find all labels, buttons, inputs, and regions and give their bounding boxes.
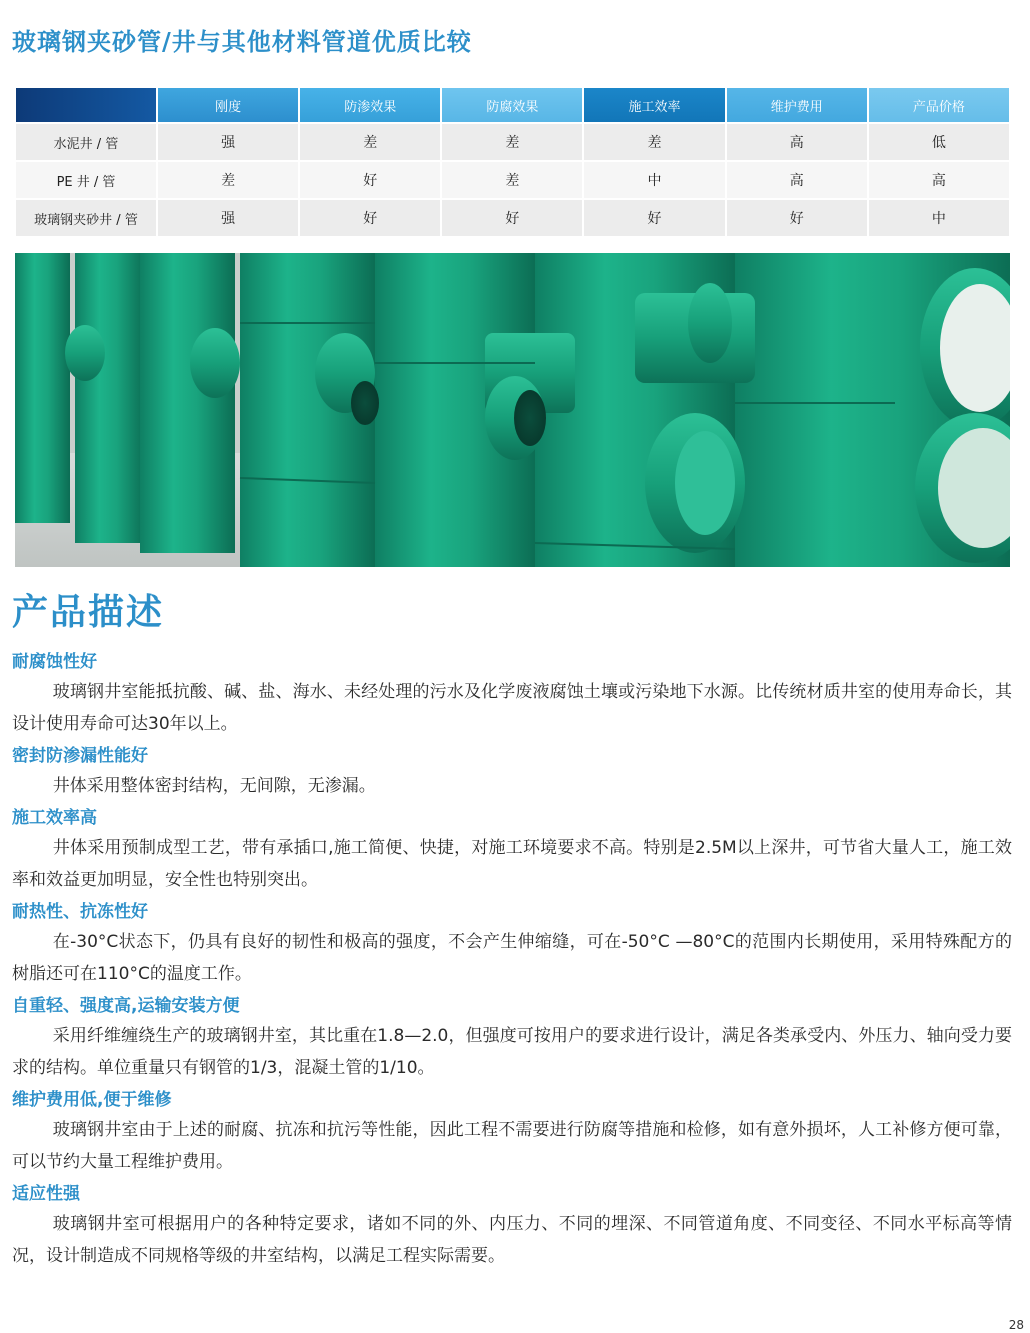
pipe-group [15,253,1010,567]
fiberglass-pipes-illustration [15,253,1010,567]
table-header-corner [16,88,156,122]
row-label: 玻璃钢夹砂井 / 管 [16,198,156,236]
table-cell: 差 [158,160,298,198]
description-item [12,1180,1012,1272]
item-heading: 耐热性、抗冻性好 [12,902,148,922]
table-cell: 高 [727,160,867,198]
table-cell: 好 [584,198,724,236]
description-item [12,804,1012,896]
table-header-corrosion: 防腐效果 [442,88,582,122]
item-heading: 适应性强 [12,1184,80,1204]
table-header-maintenance: 维护费用 [727,88,867,122]
description-item [12,898,1012,990]
table-row [16,198,1009,236]
table-cell: 差 [300,122,440,160]
description-list [12,648,1012,1274]
comparison-table [14,88,1011,236]
table-cell: 中 [584,160,724,198]
item-heading: 耐腐蚀性好 [12,652,97,672]
table-cell: 高 [727,122,867,160]
table-cell: 强 [158,198,298,236]
table-cell: 低 [869,122,1009,160]
item-text: 玻璃钢井室由于上述的耐腐、抗冻和抗污等性能，因此工程不需要进行防腐等措施和检修，如有意外损坏，人工补修方便可靠，可以节约大量工程维护费用。 [12,1120,1012,1172]
item-text: 井体采用整体密封结构，无间隙，无渗漏。 [52,776,376,796]
description-item [12,1086,1012,1178]
table-row [16,160,1009,198]
table-cell: 好 [300,198,440,236]
row-label: PE 井 / 管 [16,160,156,198]
table-cell: 好 [442,198,582,236]
row-label: 水泥井 / 管 [16,122,156,160]
table-header-row [16,88,1009,122]
page-number: 28 [1008,1318,1024,1332]
table-cell: 差 [584,122,724,160]
table-cell: 强 [158,122,298,160]
table-cell: 中 [869,198,1009,236]
table-cell: 好 [727,198,867,236]
item-heading: 密封防渗漏性能好 [12,746,148,766]
table-header-efficiency: 施工效率 [584,88,724,122]
table-header-stiffness: 刚度 [158,88,298,122]
description-item [12,648,1012,740]
table-cell: 好 [300,160,440,198]
item-text: 井体采用预制成型工艺，带有承插口,施工简便、快捷，对施工环境要求不高。特别是2.5M以上深井，可节省大量人工，施工效率和效益更加明显，安全性也特别突出。 [12,838,1012,890]
table-header-seepage: 防渗效果 [300,88,440,122]
item-text: 玻璃钢井室可根据用户的各种特定要求，诸如不同的外、内压力、不同的埋深、不同管道角度、不同变径、不同水平标高等情况，设计制造成不同规格等级的井室结构，以满足工程实际需要。 [12,1214,1012,1266]
table-row [16,122,1009,160]
item-heading: 维护费用低,便于维修 [12,1090,172,1110]
description-item [12,742,1012,802]
table-cell: 差 [442,160,582,198]
item-heading: 施工效率高 [12,808,97,828]
item-heading: 自重轻、强度高,运输安装方便 [12,996,240,1016]
table-header-price: 产品价格 [869,88,1009,122]
section-title: 产品描述 [12,592,165,633]
product-photo [15,253,1010,567]
table-cell: 差 [442,122,582,160]
table-cell: 高 [869,160,1009,198]
item-text: 采用纤维缠绕生产的玻璃钢井室，其比重在1.8—2.0，但强度可按用户的要求进行设计，满足各类承受内、外压力、轴向受力要求的结构。单位重量只有钢管的1/3，混凝土管的1/10。 [12,1026,1012,1078]
description-item [12,992,1012,1084]
page-title: 玻璃钢夹砂管/井与其他材料管道优质比较 [12,27,472,56]
item-text: 在-30°C状态下，仍具有良好的韧性和极高的强度，不会产生伸缩缝，可在-50°C —80°C的范围内长期使用，采用特殊配方的树脂还可在110°C的温度工作。 [12,932,1012,984]
item-text: 玻璃钢井室能抵抗酸、碱、盐、海水、未经处理的污水及化学废液腐蚀土壤或污染地下水源。比传统材质井室的使用寿命长，其设计使用寿命可达30年以上。 [12,682,1012,734]
